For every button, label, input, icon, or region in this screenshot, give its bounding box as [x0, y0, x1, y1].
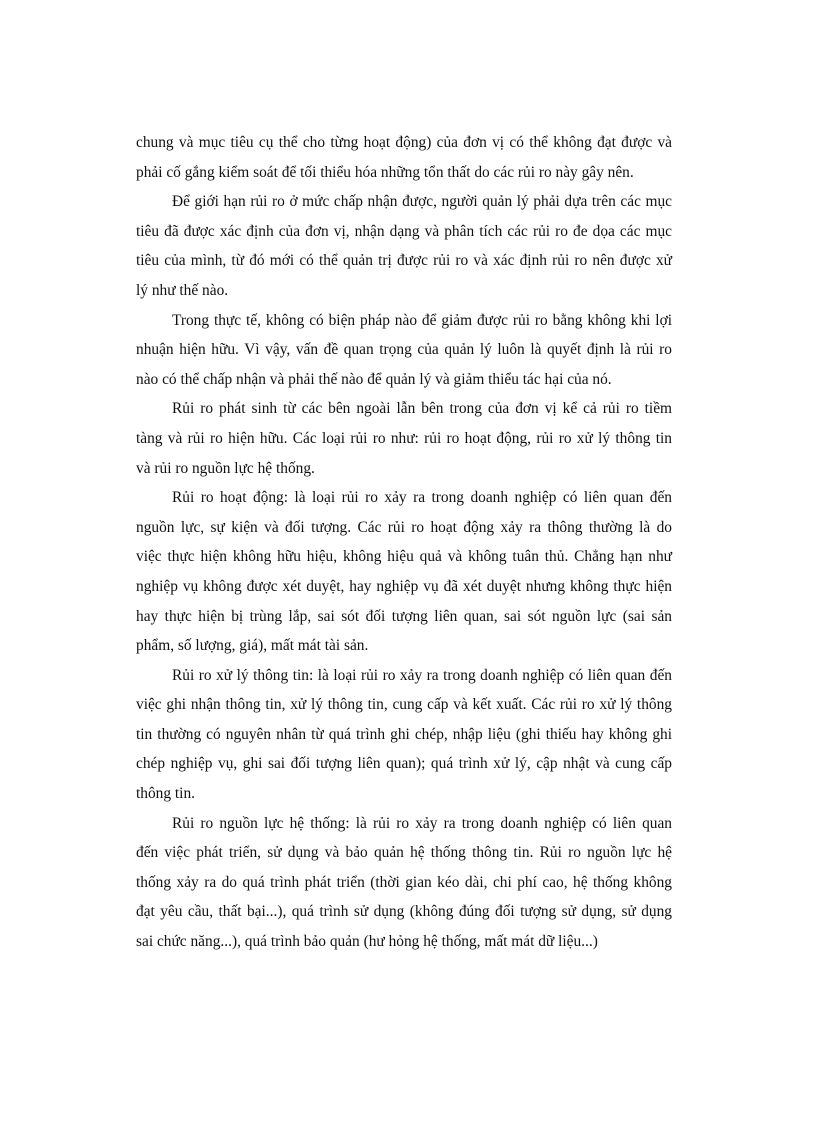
- paragraph: [136, 187, 672, 305]
- text-line: Để giới hạn rủi ro ở mức chấp nhận được, người quản lý phải dựa trên các mục: [172, 193, 672, 211]
- text-line: đạt yêu cầu, thất bại...), quá trình sử dụng (không đúng đối tượng sử dụng, sử dụng: [136, 903, 672, 921]
- text-line: tàng và rủi ro hiện hữu. Các loại rủi ro như: rủi ro hoạt động, rủi ro xử lý thông tin: [136, 429, 672, 447]
- text-line: tiêu đã được xác định của đơn vị, nhận dạng và phân tích các rủi ro đe dọa các mục: [136, 222, 672, 240]
- text-line: nhuận hiện hữu. Vì vậy, vấn đề quan trọng của quản lý luôn là quyết định là rủi ro: [136, 341, 672, 359]
- text-line: việc thực hiện không hữu hiệu, không hiệu quả và không tuân thủ. Chẳng hạn như: [136, 548, 672, 566]
- text-line: hay thực hiện bị trùng lắp, sai sót đối tượng liên quan, sai sót nguồn lực (sai sản: [136, 607, 672, 625]
- text-line: chung và mục tiêu cụ thể cho từng hoạt động) của đơn vị có thể không đạt được và: [136, 134, 672, 151]
- text-line: lý như thế nào.: [136, 281, 229, 299]
- text-line: Rủi ro hoạt động: là loại rủi ro xảy ra trong doanh nghiệp có liên quan đến: [172, 489, 672, 507]
- paragraph: [136, 128, 672, 187]
- paragraph: [136, 483, 672, 661]
- text-line: nghiệp vụ không được xét duyệt, hay nghiệp vụ đã xét duyệt nhưng không thực hiện: [136, 577, 672, 595]
- text-line: phẩm, số lượng, giá), mất mát tài sản.: [136, 637, 369, 655]
- text-line: thống xảy ra do quá trình phát triển (thời gian kéo dài, chi phí cao, hệ thống không: [136, 873, 672, 891]
- text-line: tin thường có nguyên nhân từ quá trình ghi chép, nhập liệu (ghi thiếu hay không ghi: [136, 725, 672, 743]
- text-line: việc ghi nhận thông tin, xử lý thông tin, cung cấp và kết xuất. Các rủi ro xử lý thông: [136, 696, 672, 714]
- text-line: Rủi ro xử lý thông tin: là loại rủi ro xảy ra trong doanh nghiệp có liên quan đến: [172, 666, 672, 684]
- text-line: và rủi ro nguồn lực hệ thống.: [136, 459, 315, 477]
- document-body: [136, 128, 672, 957]
- text-line: thông tin.: [136, 785, 195, 803]
- paragraph: [136, 394, 672, 483]
- text-line: nào có thể chấp nhận và phải thế nào để quản lý và giảm thiểu tác hại của nó.: [136, 370, 612, 388]
- text-line: sai chức năng...), quá trình bảo quản (hư hỏng hệ thống, mất mát dữ liệu...): [136, 933, 598, 951]
- text-line: Trong thực tế, không có biện pháp nào để giảm được rủi ro bằng không khi lợi: [172, 311, 672, 329]
- text-line: nguồn lực, sự kiện và đối tượng. Các rủi ro hoạt động xảy ra thông thường là do: [136, 518, 672, 536]
- text-line: Rủi ro nguồn lực hệ thống: là rủi ro xảy ra trong doanh nghiệp có liên quan: [172, 814, 672, 832]
- text-line: chép nghiệp vụ, ghi sai đối tượng liên quan); quá trình xử lý, cập nhật và cung cấp: [136, 755, 672, 773]
- text-line: đến việc phát triển, sử dụng và bảo quản hệ thống thông tin. Rủi ro nguồn lực hệ: [136, 844, 672, 862]
- paragraph: [136, 306, 672, 395]
- text-line: phải cố gắng kiểm soát để tối thiểu hóa những tổn thất do các rủi ro này gây nên.: [136, 163, 634, 181]
- text-line: Rủi ro phát sinh từ các bên ngoài lẫn bên trong của đơn vị kể cả rủi ro tiềm: [172, 400, 672, 418]
- text-line: tiêu của mình, từ đó mới có thể quản trị được rủi ro và xác định rủi ro nên được xử: [136, 252, 672, 270]
- paragraph: [136, 661, 672, 809]
- paragraph: [136, 809, 672, 957]
